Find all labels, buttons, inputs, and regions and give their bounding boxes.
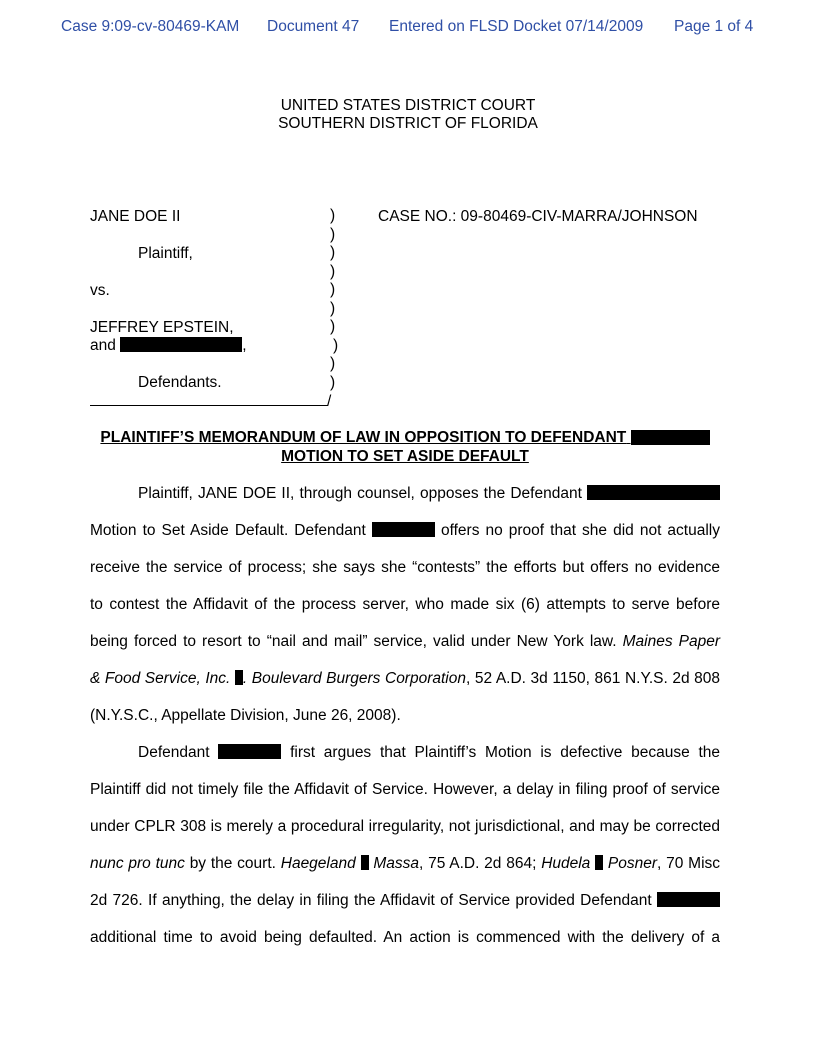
caption-defendant-2 [90, 336, 247, 355]
caption-rule [90, 405, 328, 406]
body-line: Plaintiff did not timely file the Affidavit of Service. However, a delay in filing proof of service [90, 781, 720, 798]
redaction-block [587, 485, 720, 500]
court-name: UNITED STATES DISTRICT COURT [280, 97, 536, 114]
paren: ) [330, 207, 336, 224]
case-citation: Hudela [541, 855, 591, 872]
memorandum-title-line-1 [90, 428, 720, 448]
docket-entered-date: Entered on FLSD Docket 07/14/2009 [389, 18, 644, 35]
redaction-block [361, 855, 369, 870]
body-text: first argues that Plaintiff’s Motion is defective because the [290, 744, 720, 761]
paren: ) [330, 262, 336, 280]
body-text: , 52 A.D. 3d 1150, 861 N.Y.S. 2d 808 [466, 670, 721, 687]
redaction-block [235, 670, 243, 685]
body-text: , 75 A.D. 2d 864; [418, 855, 537, 872]
body-text: , 70 Misc [657, 855, 721, 872]
memorandum-body [90, 475, 720, 956]
case-citation: & Food Service, Inc. [90, 670, 231, 687]
court-district: SOUTHERN DISTRICT OF FLORIDA [278, 115, 538, 132]
paren: ) [333, 336, 339, 354]
paren: ) [330, 318, 336, 335]
docket-page-number: Page 1 of 4 [674, 18, 754, 35]
case-citation: Massa [373, 855, 419, 872]
body-text: being forced to resort to “nail and mail” service, valid under New York law. [90, 633, 617, 650]
body-line [90, 734, 720, 771]
body-line: receive the service of process; she says she “contests” the efforts but offers no evidence [90, 559, 720, 576]
caption-comma: , [242, 337, 247, 354]
body-line [90, 623, 720, 660]
caption-and: and [90, 337, 116, 354]
latin-phrase: nunc pro tunc [90, 855, 185, 872]
paren: ) [330, 225, 336, 243]
body-line [90, 845, 720, 882]
caption-versus: vs. [90, 282, 110, 299]
case-citation: Haegeland [280, 855, 356, 872]
body-line [90, 660, 720, 697]
body-text: Plaintiff, JANE DOE II, through counsel, opposes the Defendant [138, 485, 582, 502]
redaction-block [595, 855, 603, 870]
paren: ) [330, 355, 336, 372]
redaction-block [120, 337, 242, 352]
docket-document-number: Document 47 [267, 18, 360, 35]
caption-defendant-1: JEFFREY EPSTEIN, [90, 319, 234, 336]
redaction-block [218, 744, 281, 759]
body-line: (N.Y.S.C., Appellate Division, June 26, 2008). [90, 707, 401, 724]
paren: ) [330, 281, 336, 298]
caption-paren-column [330, 207, 338, 392]
case-citation: . Boulevard Burgers Corporation [242, 670, 466, 687]
caption-plaintiff-name: JANE DOE II [90, 208, 181, 225]
body-line: to contest the Affidavit of the process server, who made six (6) attempts to serve before [90, 596, 720, 613]
body-text: offers no proof that she did not actually [440, 522, 720, 539]
caption-plaintiff-role: Plaintiff, [138, 245, 193, 262]
paren: ) [330, 244, 336, 261]
body-line: under CPLR 308 is merely a procedural irregularity, not jurisdictional, and may be corrected [90, 818, 720, 835]
memorandum-title-text: PLAINTIFF’S MEMORANDUM OF LAW IN OPPOSITION TO DEFENDANT [100, 429, 627, 446]
paren: ) [330, 299, 336, 317]
body-text: 2d 726. If anything, the delay in filing the Affidavit of Service provided Defendant [90, 892, 652, 909]
body-text: Motion to Set Aside Default. Defendant [90, 522, 366, 539]
case-number: CASE NO.: 09-80469-CIV-MARRA/JOHNSON [378, 208, 698, 225]
docket-case-number: Case 9:09-cv-80469-KAM [61, 18, 240, 35]
caption-defendants-role: Defendants. [138, 374, 222, 391]
body-text: Defendant [138, 744, 210, 761]
redaction-block [631, 430, 710, 445]
body-line [90, 882, 720, 919]
case-citation: Posner [607, 855, 658, 872]
case-citation: Maines Paper [622, 633, 720, 650]
body-text: by the court. [189, 855, 276, 872]
paren: ) [330, 373, 336, 391]
body-line [90, 475, 720, 512]
body-line [90, 512, 720, 549]
memorandum-title-line-2: MOTION TO SET ASIDE DEFAULT [281, 448, 529, 465]
redaction-block [372, 522, 435, 537]
redaction-block [657, 892, 720, 907]
caption-slash: / [327, 393, 332, 410]
body-line: additional time to avoid being defaulted. An action is commenced with the delivery of a [90, 929, 720, 946]
